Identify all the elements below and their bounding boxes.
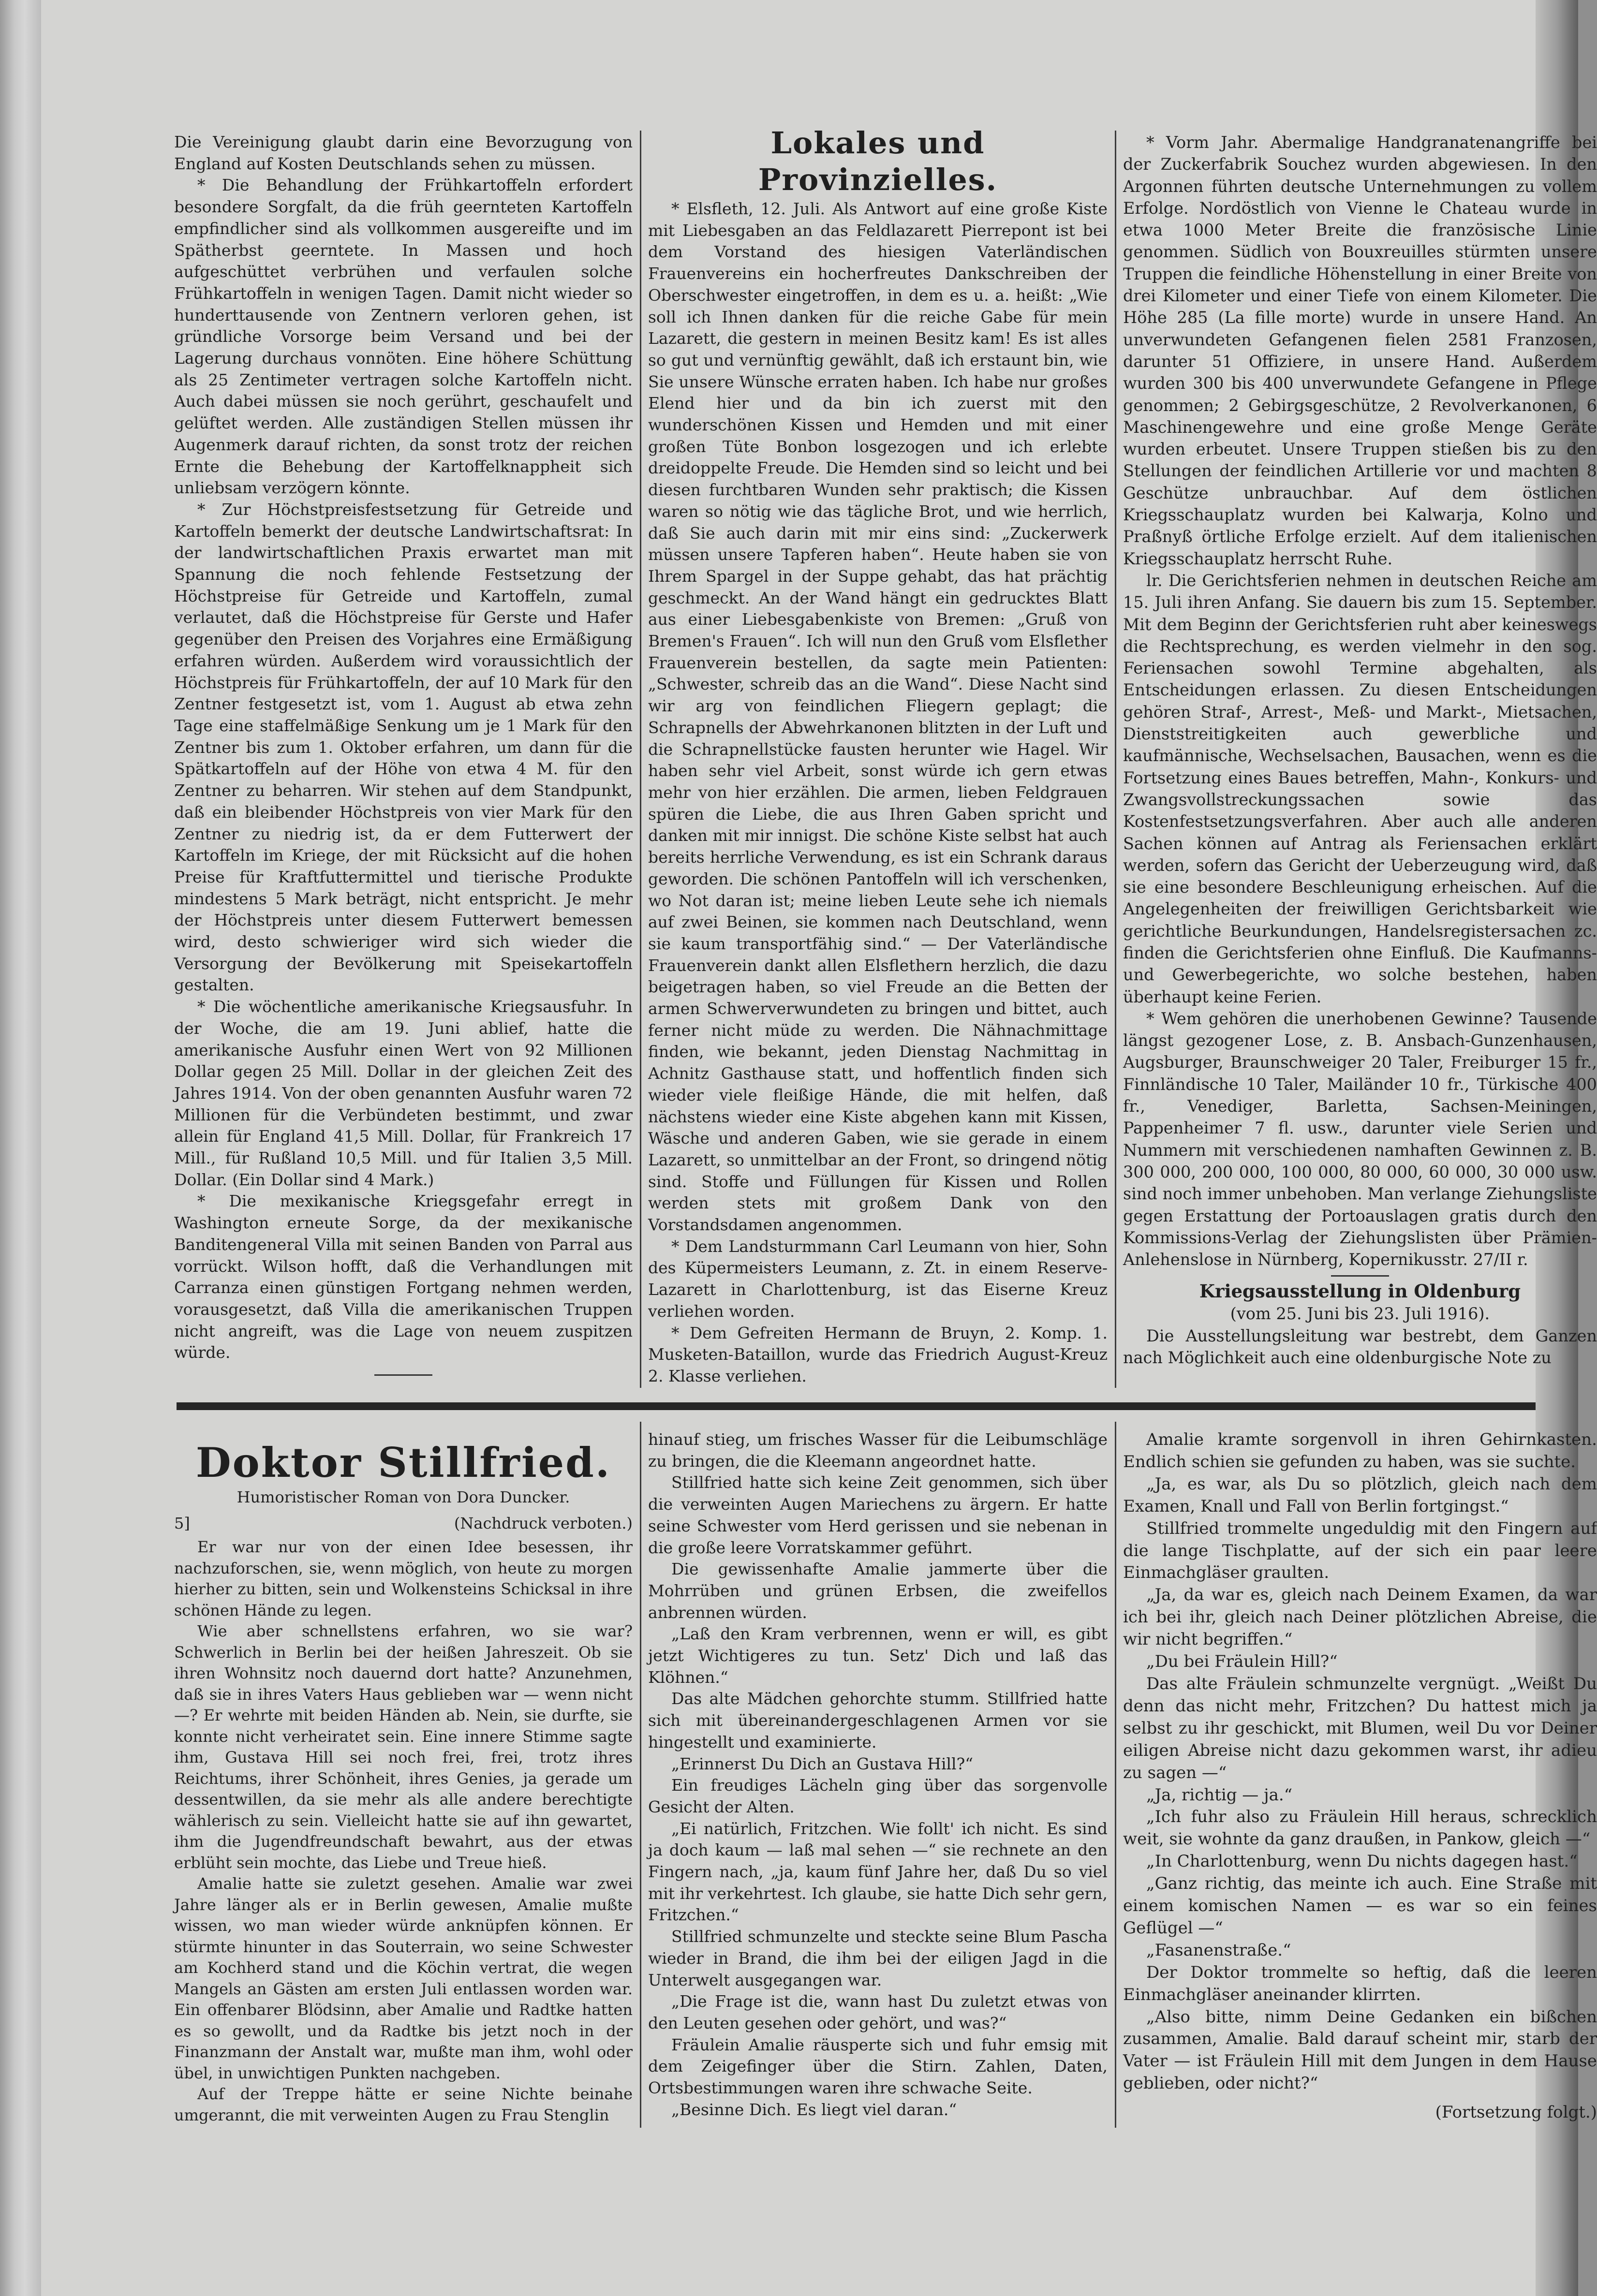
section-heading: Lokales und Provinzielles. [758, 125, 998, 197]
novel-paragraph: Fräulein Amalie räusperte sich und fuhr emsig mit dem Zeigefinger über die Stirn. Zahlen, Daten, Ortsbestimmungen waren ihre schwache Seite. [648, 2035, 1108, 2098]
novel-paragraph: „Die Frage ist die, wann hast Du zuletzt etwas von den Leuten gesehen oder gehört, und was?“ [648, 1992, 1108, 2032]
article-paragraph: lr. Die Gerichtsferien nehmen in deutschen Reiche am 15. Juli ihren Anfang. Sie dauern bis zum 15. September. Mit dem Beginn der Gerichtsferien ruht aber keineswegs die Rechtsprechung, es werden vielmehr in den sog. Feriensachen sowohl Termine abgehalten, als Entscheidungen erlassen. Zu diesen Entscheidungen gehören Straf-, Arrest-, Meß- und Markt-, Mietsachen, Dienststreitigkeiten auch gewerbliche und kaufmännische, Wechselsachen, Bausachen, wenn es die Fortsetzung eines Baues betreffen, Mahn-, Konkurs- und Zwangsvollstreckungssachen sowie das Kostenfestsetzungsverfahren. Aber auch alle anderen Sachen können auf Antrag als Feriensachen erklärt werden, sofern das Gericht der Ueberzeugung wird, daß sie eine besondere Beschleunigung erheischen. Auf die Angelegenheiten der freiwilligen Gerichtsbarkeit wie gerichtliche Beurkundungen, Handelsregistersachen zc. finden die Gerichtsferien ohne Einfluß. Die Kaufmanns- und Gewerbegerichte, wo solche bestehen, haben überhaupt keine Ferien. [1123, 571, 1597, 1006]
novel-title: Doktor Stillfried. [195, 1439, 611, 1487]
novel-paragraph: „Du bei Fräulein Hill?“ [1146, 1652, 1338, 1672]
novel-paragraph: „Ich fuhr also zu Fräulein Hill heraus, schrecklich weit, sie wohnte da ganz draußen, in Pankow, gleich —“ [1123, 1807, 1597, 1849]
novel-column-3 [1123, 1429, 1597, 2128]
column-divider [640, 1422, 641, 2128]
novel-paragraph: „Also bitte, nimm Deine Gedanken ein bißchen zusammen, Amalie. Bald darauf scheint mir, starb der Vater — ist Fräulein Hill mit dem Jungen in dem Hause geblieben, oder nicht?“ [1123, 2007, 1597, 2093]
novel-paragraph: Amalie kramte sorgenvoll in ihren Gehirnkasten. Endlich schien sie gefunden zu haben, was sie suchte. [1123, 1430, 1597, 1472]
column-divider [1115, 1422, 1116, 2128]
novel-paragraph: hinauf stieg, um frisches Wasser für die Leibumschläge zu bringen, die die Kleemann angeordnet hatte. [648, 1430, 1108, 1471]
article-paragraph: * Die wöchentliche amerikanische Kriegsausfuhr. In der Woche, die am 19. Juni ablief, hatte die amerikanische Ausfuhr einen Wert von 92 Millionen Dollar gegen 25 Mill. Dollar in der gleichen Zeit des Jahres 1914. Von der oben genannten Ausfuhr waren 72 Millionen für die Verbündeten bestimmt, und zwar allein für England 41,5 Mill. Dollar, für Frankreich 17 Mill., für Rußland 10,5 Mill. und für Italien 3,5 Mill. Dollar. (Ein Dollar sind 4 Mark.) [174, 997, 633, 1189]
novel-paragraph: Er war nur von der einen Idee besessen, ihr nachzuforschen, sie, wenn möglich, von heute zu morgen hierher zu bitten, sein und Wolkensteins Schicksal in ihre schönen Hände zu legen. [174, 1538, 633, 1619]
novel-paragraph: Das alte Fräulein schmunzelte vergnügt. „Weißt Du denn das nicht mehr, Fritzchen? Du hattest mich ja selbst zu ihr geschickt, mit Blumen, weil Du vor Deiner eiligen Abreise nicht dazu gekommen warst, ihr adieu zu sagen —“ [1123, 1674, 1597, 1782]
article-paragraph: * Dem Gefreiten Hermann de Bruyn, 2. Komp. 1. Musketen-Bataillon, wurde das Friedrich August-Kreuz 2. Klasse verliehen. [648, 1323, 1108, 1385]
novel-paragraph: „Ja, richtig — ja.“ [1146, 1785, 1293, 1805]
novel-paragraph: „Besinne Dich. Es liegt viel daran.“ [671, 2100, 957, 2119]
article-paragraph: * Zur Höchstpreisfestsetzung für Getreide und Kartoffeln bemerkt der deutsche Landwirtschaftsrat: In der landwirtschaftlichen Praxis erwartet man mit Spannung die noch fehlende Festsetzung der Höchstpreise für Getreide und Kartoffeln, zumal verlautet, daß die Höchstpreise für Gerste und Hafer gegenüber den Preisen des Vorjahres eine Ermäßigung erfahren würden. Außerdem wird voraussichtlich der Höchstpreis für Frühkartoffeln, der auf 10 Mark für den Zentner festgesetzt ist, vom 1. August ab etwa zehn Tage eine staffelmäßige Senkung um je 1 Mark für den Zentner bis zum 1. Oktober erfahren, um dann für die Spätkartoffeln auf der Höhe von etwa 4 M. für den Zentner zu beharren. Wir stehen auf dem Standpunkt, daß ein bleibender Höchstpreis von vier Mark für den Zentner zu niedrig ist, da er dem Futterwert der Kartoffeln im Kriege, der mit Rücksicht auf die hohen Preise für Kraftfuttermittel und tierische Produkte mindestens 5 Mark beträgt, nicht entspricht. Je mehr der Höchstpreis unter diesem Futterwert bemessen wird, desto schwieriger wird sich wieder die Versorgung der Bevölkerung mit Speisekartoffeln gestalten. [174, 500, 633, 995]
novel-paragraph: „Fasanenstraße.“ [1146, 1940, 1291, 1960]
novel-paragraph: „Laß den Kram verbrennen, wenn er will, es gibt jetzt Wichtigeres zu tun. Setz' Dich und laß das Klöhnen.“ [648, 1624, 1108, 1687]
novel-paragraph: „Ganz richtig, das meinte ich auch. Eine Straße mit einem komischen Namen — es war so ein feines Geflügel —“ [1123, 1874, 1597, 1938]
exhibit-dates: (vom 25. Juni bis 23. Juli 1916). [1230, 1304, 1490, 1324]
continuation-note: (Fortsetzung folgt.) [1435, 2103, 1597, 2122]
article-paragraph: Die Vereinigung glaubt darin eine Bevorzugung von England auf Kosten Deutschlands sehen zu müssen. [174, 132, 633, 173]
novel-subtitle: Humoristischer Roman von Dora Duncker. [237, 1488, 570, 1506]
novel-paragraph: „Erinnerst Du Dich an Gustava Hill?“ [671, 1754, 974, 1773]
novel-paragraph: „Ja, da war es, gleich nach Deinem Examen, da war ich bei ihr, gleich nach Deiner plötzlichen Abreise, die wir nicht begriffen.“ [1123, 1585, 1597, 1649]
article-paragraph: * Die mexikanische Kriegsgefahr erregt in Washington erneute Sorge, da der mexikanische Banditengeneral Villa mit seinen Banden von Parral aus vorrückt. Wilson hofft, daß die Verhandlungen mit Carranza einen günstigen Fortgang nehmen werden, vorausgesetzt, daß Villa die amerikanischen Truppen nicht angreift, was die Lage von neuem zuspitzen würde. [174, 1192, 633, 1362]
novel-paragraph: Die gewissenhafte Amalie jammerte über die Mohrrüben und grünen Erbsen, die zweifellos anbrennen würden. [648, 1560, 1108, 1622]
article-paragraph: * Wem gehören die unerhobenen Gewinne? Tausende längst gezogener Lose, z. B. Ansbach-Gunzenhausen, Augsburger, Braunschweiger 20 Taler, Freiburger 15 fr., Finnländische 10 Taler, Mailänder 10 fr., Türkische 400 fr., Venediger, Barletta, Sachsen-Meiningen, Pappenheimer 7 fl. usw., darunter viele Serien und Nummern mit verschiedenen namhaften Gewinnen z. B. 300 000, 200 000, 100 000, 80 000, 60 000, 30 000 usw. sind noch immer unbehoben. Man verlange Ziehungsliste gegen Erstattung der Portoauslagen gratis durch den Kommissions-Verlag der Ziehungslisten über Prämien-Anlehenslose in Nürnberg, Kopernikusstr. 27/II r. [1123, 1009, 1597, 1269]
feuilleton-separator-rule [177, 1402, 1536, 1410]
article-paragraph: * Vorm Jahr. Abermalige Handgranatenangriffe bei der Zuckerfabrik Souchez wurden abgewiesen. In den Argonnen führten deutsche Unternehmungen zu vollem Erfolge. Nordöstlich von Vienne le Chateau wurde in etwa 1000 Meter Breite die französische Linie genommen. Südlich von Bouxreuilles stürmten unsere Truppen die feindliche Höhenstellung in einer Breite von drei Kilometer und einer Tiefe von einem Kilometer. Die Höhe 285 (La fille morte) wurde in unsere Hand. An unverwundeten Gefangenen fielen 2581 Franzosen, darunter 51 Offiziere, in unsere Hand. Außerdem wurden 300 bis 400 unverwundete Gefangene in Pflege genommen; 2 Gebirgsgeschütze, 2 Revolverkanonen, 6 Maschinengewehre und eine große Menge Geräte wurden erbeutet. Unsere Truppen stießen bis zu den Stellungen der feindlichen Artillerie vor und machten 8 Geschütze unbrauchbar. Auf dem östlichen Kriegsschauplatz wurden bei Kalwarja, Kolno und Praßnyß örtliche Erfolge erzielt. Auf dem italienischen Kriegsschauplatz herrscht Ruhe. [1123, 133, 1597, 568]
news-column-1 [174, 132, 633, 1389]
installment-number: 5] [174, 1514, 190, 1532]
exhibit-heading: Kriegsausstellung in Oldenburg [1199, 1280, 1521, 1302]
installment-line [174, 1513, 633, 1534]
novel-paragraph: Wie aber schnellstens erfahren, wo sie war? Schwerlich in Berlin bei der heißen Jahreszeit. Ob sie ihren Wohnsitz noch dauernd dort hatte? Anzunehmen, daß sie in ihres Vaters Haus geblieben war — wenn nicht —? Er wehrte mit beiden Händen ab. Nein, sie durfte, sie konnte nicht verheiratet sein. Eine innere Stimme sagte ihm, Gustava Hill sei noch frei, frei, trotz ihres Reichtums, ihrer Schönheit, ihres Genies, ja gerade um dessentwillen, da sie mehr als alle andere berechtigte wählerisch zu sein. Vielleicht hatte sie auf ihn gewartet, ihm die Jugendfreundschaft bewahrt, aus der etwas erblüht sein mochte, das Liebe und Treue hieß. [174, 1622, 633, 1872]
book-spine [0, 0, 41, 2296]
reprint-notice: (Nachdruck verboten.) [454, 1514, 633, 1532]
novel-paragraph: Stillfried trommelte ungeduldig mit den Fingern auf die lange Tischplatte, auf der sich ein paar leere Einmachgläser graulten. [1123, 1518, 1597, 1583]
novel-paragraph: „In Charlottenburg, wenn Du nichts dagegen hast.“ [1146, 1852, 1578, 1871]
novel-paragraph: Ein freudiges Lächeln ging über das sorgenvolle Gesicht der Alten. [648, 1776, 1108, 1816]
novel-paragraph: „Ja, es war, als Du so plötzlich, gleich nach dem Examen, Knall und Fall von Berlin fortgingst.“ [1123, 1474, 1597, 1516]
article-paragraph: * Elsfleth, 12. Juli. Als Antwort auf eine große Kiste mit Liebesgaben an das Feldlazarett Pierrepont ist bei dem Vorstand des hiesigen Vaterländischen Frauenvereins ein hocherfreutes Dankschreiben der Oberschwester eingetroffen, in dem es u. a. heißt: „Wie soll ich Ihnen danken für die reiche Gabe für mein Lazarett, die gestern in meinen Besitz kam! Es ist alles so gut und vernünftig gewählt, daß ich erstaunt bin, wie Sie unsere Wünsche erraten haben. Ich habe nur großes Elend hier und da bin ich zuerst mit den wunderschönen Kissen und Hemden und mit einer großen Tüte Bonbon losgezogen und ich erlebte dreidoppelte Freude. Die Hemden sind so leicht und bei diesen furchtbaren Wunden sehr praktisch; die Kissen waren so nötig wie das tägliche Brot, und wie herrlich, daß Sie auch darin mit mir eins sind: „Zuckerwerk müssen unsere Tapferen haben“. Heute haben sie von Ihrem Spargel in der Suppe gehabt, das hat prächtig geschmeckt. An der Wand hängt ein gedrucktes Blatt aus einer Liebesgabenkiste von Bremen: „Gruß von Bremen's Frauen“. Ich will nun den Gruß vom Elsflether Frauenverein bestellen, da sagte mein Patienten: „Schwester, schreib das an die Wand“. Diese Nacht sind wir arg von feindlichen Fliegern geplagt; die Schrapnells der Abwehrkanonen blitzten in der Luft und die Schrapnellstücke fausten herunter wie Hagel. Wir haben sehr viel Arbeit, sonst würde ich gern etwas mehr von hier erzählen. Die armen, lieben Feldgrauen spüren die Liebe, die aus Ihren Gaben spricht und danken mit mir innigst. Die schöne Kiste selbst hat auch bereits herrliche Verwendung, es ist ein Schrank daraus geworden. Die schönen Pantoffeln will ich verschenken, wo Not daran ist; meine lieben Leute sehe ich niemals auf zwei Beinen, sie kommen nach Deutschland, wenn sie kaum transportfähig sind.“ — Der Vaterländische Frauenverein dankt allen Elsflethern herzlich, die dazu beigetragen haben, so viel Freude an die Betten der armen Schwerverwundeten zu bringen und bittet, auch ferner nicht müde zu werden. Die Nähnachmittage finden, wie bekannt, jeden Dienstag Nachmittag in Achnitz Gasthause statt, und hoffentlich finden sich wieder viele fleißige Hände, die mit helfen, daß nächstens wieder eine Kiste abgehen kann mit Kissen, Wäsche und anderen Gaben, wie sie gerade in einem Lazarett, so unmittelbar an der Front, so dringend nötig sind. Stoffe und Füllungen für Kissen und Rollen werden stets mit großem Dank von den Vorstandsdamen angenommen. [648, 199, 1108, 1235]
news-column-2 [648, 125, 1108, 1388]
novel-paragraph: Amalie hatte sie zuletzt gesehen. Amalie war zwei Jahre länger als er in Berlin gewesen, Amalie mußte wissen, wo man wieder würde anknüpfen können. Er stürmte hinunter in das Souterrain, wo seine Schwester am Kochherd stand und die Köchin vertrat, die wegen Mangels an Gästen am ersten Juli entlassen worden war. Ein offenbarer Blödsinn, aber Amalie und Radtke hatten es so gewollt, und da Radtke bis jetzt noch in der Finanzmann der Anstalt war, mußte man ihm, wohl oder übel, in unwichtigen Punkten nachgeben. [174, 1874, 633, 2082]
article-paragraph: Die Ausstellungsleitung war bestrebt, dem Ganzen nach Möglichkeit auch eine oldenburgische Note zu [1123, 1326, 1597, 1368]
novel-paragraph: Der Doktor trommelte so heftig, daß die leeren Einmachgläser aneinander klirrten. [1123, 1962, 1597, 2004]
novel-paragraph: Stillfried schmunzelte und steckte seine Blum Pascha wieder in Brand, die ihm bei der eiligen Jagd in die Unterwelt ausgegangen war. [648, 1927, 1108, 1989]
novel-column-1 [174, 1439, 633, 2125]
novel-paragraph: „Ei natürlich, Fritzchen. Wie follt' ich nicht. Es sind ja doch kaum — laß mal sehen —“ sie rechnete an den Fingern nach, „ja, kaum fünf Jahre her, daß Du so viel mit ihr verkehrtest. Ich glaube, sie hatte Dich sehr gern, Fritzchen.“ [648, 1819, 1108, 1925]
news-column-3 [1123, 132, 1597, 1388]
novel-paragraph: Das alte Mädchen gehorchte stumm. Stillfried hatte sich mit übereinandergeschlagenen Armen vor sie hingestellt und examinierte. [648, 1689, 1108, 1751]
novel-paragraph: Stillfried hatte sich keine Zeit genommen, sich über die verweinten Augen Mariechens zu ärgern. Er hatte seine Schwester vom Herd gerissen und sie nebenan in die große leere Vorratskammer geführt. [648, 1473, 1108, 1557]
article-paragraph: * Die Behandlung der Frühkartoffeln erfordert besondere Sorgfalt, da die früh geernteten Kartoffeln empfindlicher sind als vollkommen ausgereifte und im Spätherbst geerntete. In Massen und hoch aufgeschüttet verbrühen und verfaulen solche Frühkartoffeln in wenigen Tagen. Damit nicht wieder so hunderttausende von Zentnern verloren gehen, ist gründliche Vorsorge beim Versand und bei der Lagerung durchaus vonnöten. Eine höhere Schüttung als 25 Zentimeter vertragen solche Kartoffeln nicht. Auch dabei müssen sie noch gerührt, geschaufelt und gelüftet werden. Alle zuständigen Stellen müssen ihr Augenmerk darauf richten, da sonst trotz der reichen Ernte die Behebung der Kartoffelknappheit sich unliebsam verzögern könnte. [174, 176, 633, 498]
column-divider [1115, 131, 1116, 1388]
article-paragraph: * Dem Landsturmmann Carl Leumann von hier, Sohn des Küpermeisters Leumann, z. Zt. in einem Reserve-Lazarett in Charlottenburg, ist das Eiserne Kreuz verliehen worden. [648, 1236, 1108, 1321]
novel-column-2 [648, 1429, 1108, 2128]
column-divider [640, 131, 641, 1388]
section-end-rule [374, 1374, 432, 1376]
section-divider-rule [1331, 1275, 1389, 1277]
novel-paragraph: Auf der Treppe hätte er seine Nichte beinahe umgerannt, die mit verweinten Augen zu Frau Stenglin [174, 2085, 633, 2124]
